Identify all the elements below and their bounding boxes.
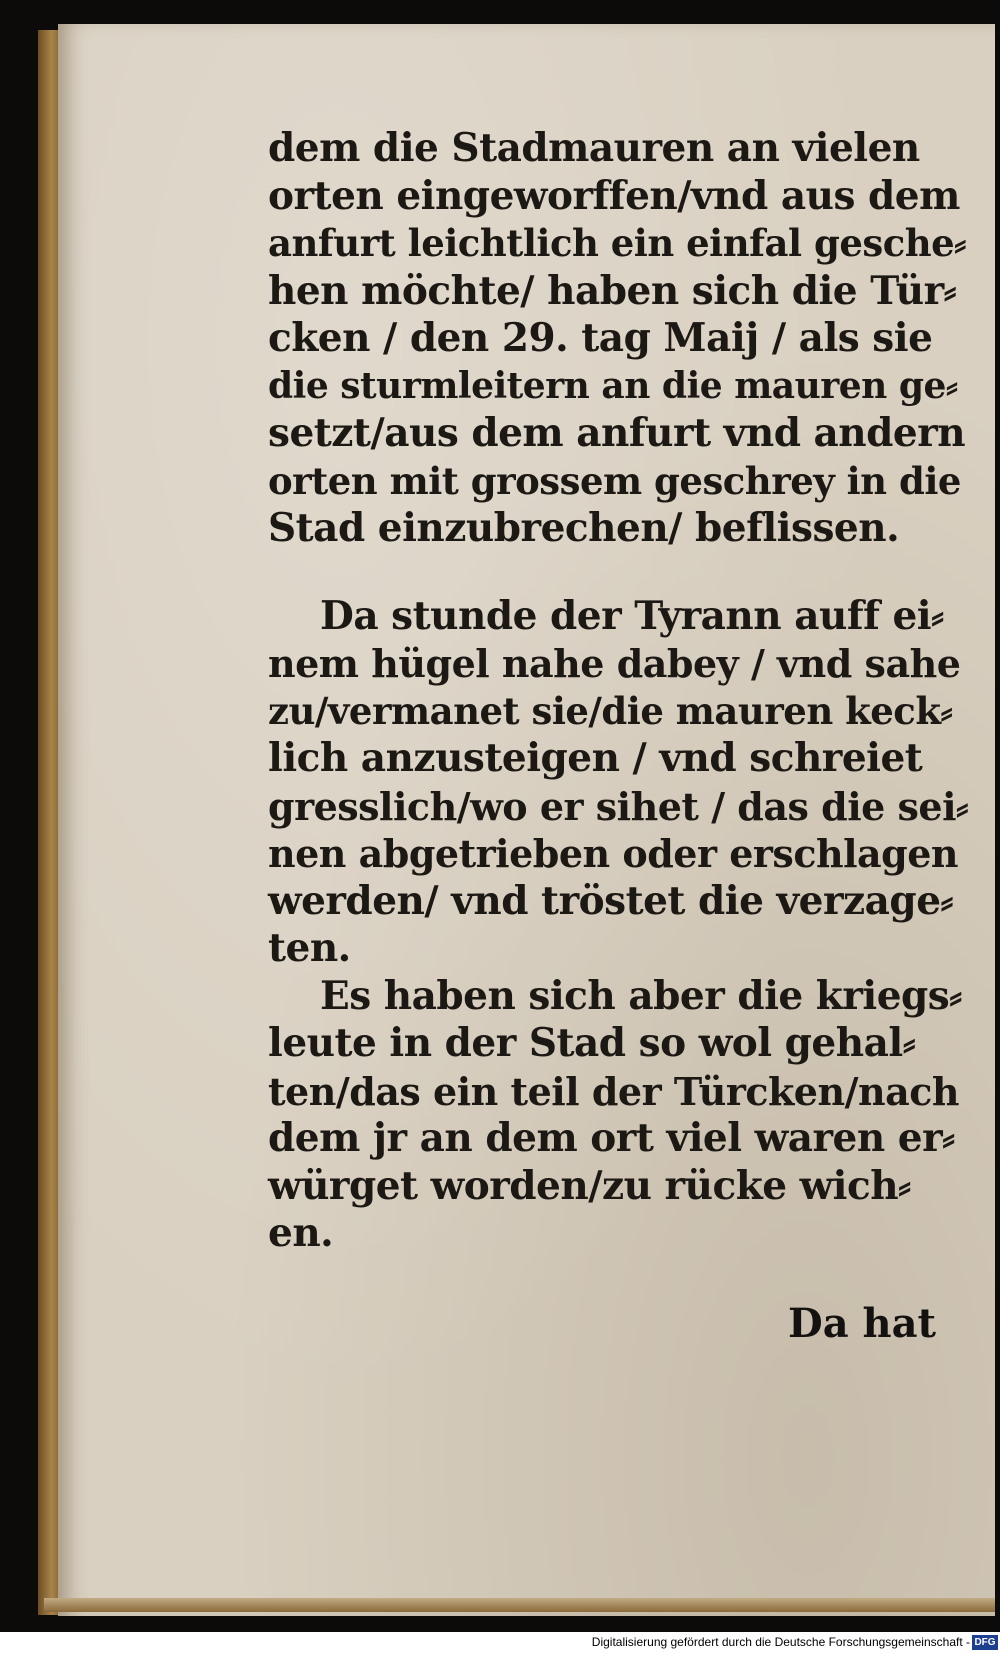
text-line: ten. [268, 925, 351, 971]
text-line: setzt/aus dem anfurt vnd andern [268, 410, 966, 456]
text-line: nen abgetrieben oder erschlagen [268, 831, 959, 876]
text-line: Stad einzubrechen/ beflissen. [268, 505, 900, 551]
text-line: hen möchte/ haben sich die Tür⸗ [268, 267, 957, 314]
text-line: orten mit grossem geschrey in die [268, 458, 961, 503]
text-line: cken / den 29. tag Maij / als sie [268, 315, 933, 361]
text-line: die sturmleitern an die mauren ge⸗ [268, 364, 958, 407]
text-line: Es haben sich aber die kriegs⸗ [320, 972, 962, 1019]
text-line: gresslich/wo er sihet / das die sei⸗ [268, 783, 969, 829]
text-line: werden/ vnd tröstet die verzage⸗ [268, 877, 953, 924]
footer-credit-text: Digitalisierung gefördert durch die Deutsche Forschungsgemeinschaft - [591, 1635, 970, 1649]
catchword: Da hat [788, 1300, 937, 1347]
text-line: nem hügel nahe dabey / vnd sahe [268, 641, 961, 686]
text-line: ten/das ein teil der Türcken/nach [268, 1068, 960, 1114]
text-line: zu/vermanet sie/die mauren keck⸗ [268, 688, 953, 733]
text-line: würget worden/zu rücke wich⸗ [268, 1162, 911, 1209]
text-line: anfurt leichtlich ein einfal gesche⸗ [268, 221, 966, 265]
text-line: dem die Stadmauren an vielen [268, 125, 920, 171]
text-line: dem jr an dem ort viel waren er⸗ [268, 1115, 955, 1161]
page-text [268, 125, 968, 1258]
dfg-logo-icon: DFG [972, 1635, 998, 1650]
footer-bar [0, 1632, 1000, 1654]
paragraph-gap [268, 553, 968, 593]
text-line: orten eingeworffen/vnd aus dem [268, 172, 960, 219]
text-line: lich anzusteigen / vnd schreiet [268, 735, 923, 781]
text-line: leute in der Stad so wol gehal⸗ [268, 1020, 916, 1066]
text-line: en. [268, 1210, 334, 1256]
page-bottom-edge [44, 1598, 995, 1612]
text-line: Da stunde der Tyrann auff ei⸗ [320, 592, 944, 639]
